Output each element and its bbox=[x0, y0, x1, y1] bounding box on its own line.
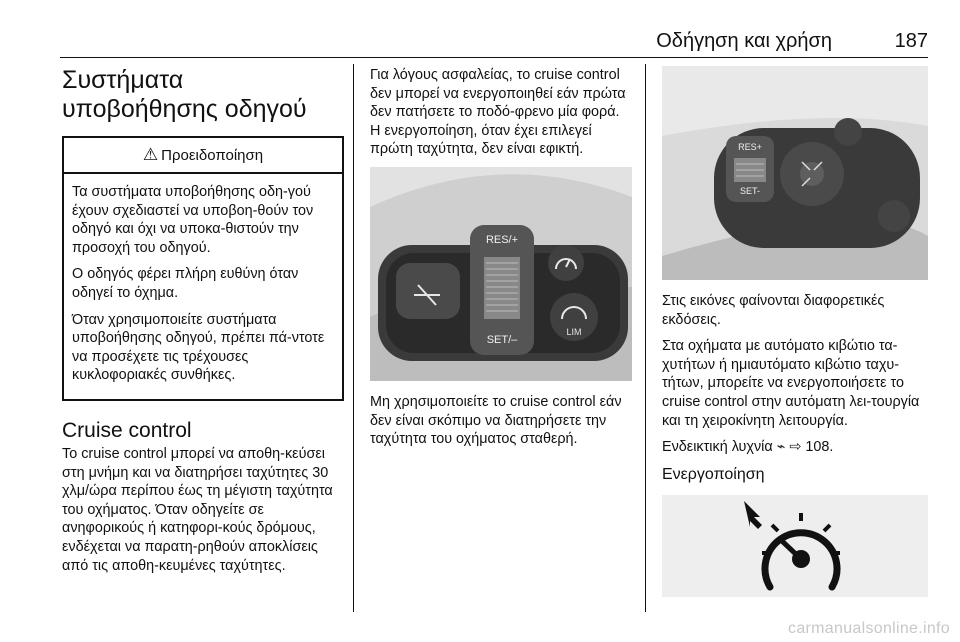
safety-paragraph: Για λόγους ασφαλείας, το cruise control δεν μπορεί να ενεργοποιηθεί εάν πρώτα δεν πατήσετε το ποδό-φρενο μία φορά. Η ενεργοποίηση, όταν έχει επιλεγεί πρώτη ταχύτητα, δεν είναι εφικτή. bbox=[370, 67, 626, 158]
warning-triangle-icon: ⚠ bbox=[142, 145, 159, 164]
warning-title: Προειδοποίηση bbox=[161, 146, 264, 164]
warning-paragraph: Ο οδηγός φέρει πλήρη ευθύνη όταν οδηγεί το όχημα. bbox=[72, 266, 299, 301]
cruise-control-heading: Cruise control bbox=[62, 418, 192, 442]
page-number: 187 bbox=[894, 30, 928, 52]
steering-wheel-controls-photo bbox=[370, 167, 632, 381]
indicator-lamp-reference: Ενδεικτική λυχνία ⌁ ⇨ 108. bbox=[662, 439, 834, 456]
warning-body bbox=[64, 174, 342, 399]
column-divider-1 bbox=[353, 64, 354, 612]
caution-paragraph: Μη χρησιμοποιείτε το cruise control εάν δεν είναι σκόπιμο να διατηρήσετε την ταχύτητα του οχήματος σταθερή. bbox=[370, 393, 622, 448]
lim-label: LIM bbox=[566, 326, 582, 337]
set-minus-label: SET/– bbox=[486, 333, 518, 346]
steering-wheel-controls-photo-alt bbox=[662, 66, 928, 280]
versions-paragraph: Στις εικόνες φαίνονται διαφορετικές εκδόσεις. bbox=[662, 293, 885, 328]
column-2 bbox=[370, 66, 632, 457]
column-1 bbox=[62, 66, 344, 575]
section-heading: Συστήματα υποβοήθησης οδηγού bbox=[62, 66, 307, 123]
header-rule bbox=[60, 57, 928, 58]
set-label: SET- bbox=[739, 186, 761, 196]
res-plus-label: RES/+ bbox=[485, 233, 519, 246]
cruise-control-paragraph: Το cruise control μπορεί να αποθη-κεύσει στη μνήμη και να διατηρήσει ταχύτητες 30 χλμ/ώρα περίπου έως τη μέγιστη ταχύτητα του οχήματος. Όταν οδηγείτε σε ανηφορικούς ή κατηφορι-κούς δρόμους, ενδέχεται να παρατη-ρηθούν αποκλίσεις από τις αποθη-κευμένες ταχύτητες. bbox=[62, 445, 333, 574]
warning-paragraph: Τα συστήματα υποβοήθησης οδη-γού έχουν σχεδιαστεί να υποβοη-θούν τον οδηγό και όχι να υποκα-θιστούν την προσοχή του οδηγού. bbox=[72, 184, 314, 256]
page-header bbox=[60, 30, 928, 52]
column-divider-2 bbox=[645, 64, 646, 612]
warning-paragraph: Όταν χρησιμοποιείτε συστήματα υποβοήθησης οδηγού, πρέπει πά-ντοτε να προσέχετε τις τρέχουσες κυκλοφοριακές συνθήκες. bbox=[72, 311, 325, 384]
res-label: RES+ bbox=[738, 142, 762, 152]
watermark: carmanualsonline.info bbox=[788, 620, 950, 637]
column-3 bbox=[662, 66, 928, 597]
cruise-control-activation-icon bbox=[662, 495, 928, 597]
warning-box bbox=[62, 136, 344, 401]
warning-header bbox=[64, 138, 342, 174]
header-title: Οδήγηση και χρήση bbox=[656, 30, 832, 52]
activation-heading: Ενεργοποίηση bbox=[662, 465, 765, 483]
automatic-gearbox-paragraph: Στα οχήματα με αυτόματο κιβώτιο τα-χυτήτων ή ημιαυτόματο κιβώτιο ταχυ-τήτων, μπορείτε να ενεργοποιήσετε το cruise control στην αυτόματη λει-τουργία και τη χειροκίνητη λειτουργία. bbox=[662, 338, 920, 429]
